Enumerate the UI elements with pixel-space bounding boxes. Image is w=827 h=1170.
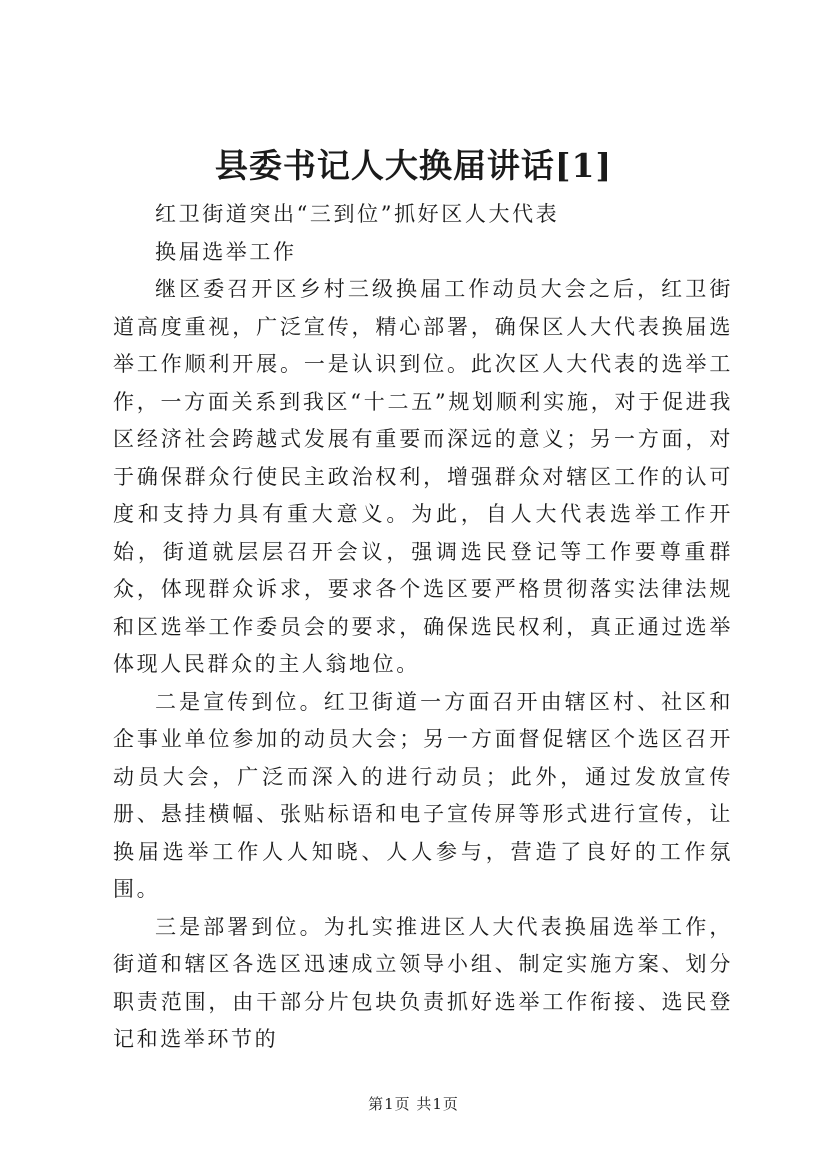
paragraph-deployment: 三是部署到位。为扎实推进区人大代表换届选举工作，街道和辖区各选区迅速成立领导小组、制定实施方案、划分职责范围，由干部分片包块负责抓好选举工作衔接、选民登记和选举环节的 bbox=[113, 914, 733, 1051]
paragraph-publicity: 二是宣传到位。红卫街道一方面召开由辖区村、社区和企事业单位参加的动员大会；另一方面督促辖区个选区召开动员大会，广泛而深入的进行动员；此外，通过发放宣传册、悬挂横幅、张贴标语和电子宣传屏等形式进行宣传，让换届选举工作人人知晓、人人参与，营造了良好的工作氛围。 bbox=[113, 689, 733, 901]
paragraph-intro: 继区委召开区乡村三级换届工作动员大会之后，红卫街道高度重视，广泛宣传，精心部署，确保区人大代表换届选举工作顺利开展。一是认识到位。此次区人大代表的选举工作，一方面关系到我区“十二五”规划顺利实施，对于促进我区经济社会跨越式发展有重要而深远的意义；另一方面，对于确保群众行使民主政治权利，增强群众对辖区工作的认可度和支持力具有重大意义。为此，自人大代表选举工作开始，街道就层层召开会议，强调选民登记等工作要尊重群众，体现群众诉求，要求各个选区要严格贯彻落实法律法规和区选举工作委员会的要求，确保选民权利，真正通过选举体现人民群众的主人翁地位。 bbox=[113, 277, 733, 676]
document-title: 县委书记人大换届讲话[1] bbox=[214, 146, 613, 185]
page-number-footer: 第1页 共1页 bbox=[368, 1095, 459, 1113]
paragraph-subtitle-line-1: 红卫街道突出“三到位”抓好区人大代表 bbox=[155, 202, 560, 226]
paragraph-subtitle-line-2: 换届选举工作 bbox=[155, 239, 297, 264]
document-body bbox=[113, 196, 733, 1059]
